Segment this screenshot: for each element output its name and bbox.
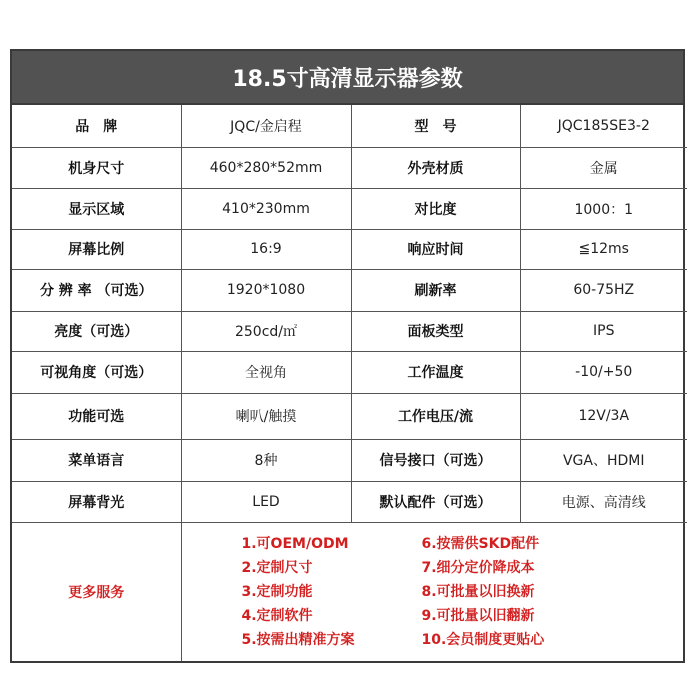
spec-value: VGA、HDMI: [520, 439, 687, 481]
spec-key: 工作电压/流: [351, 393, 520, 439]
spec-sheet: [10, 49, 685, 663]
spec-value: 1920*1080: [181, 269, 351, 311]
spec-key: 面板类型: [351, 311, 520, 351]
spec-key: 对比度: [351, 188, 520, 229]
services-label-cell: [12, 522, 181, 661]
spec-table: [12, 105, 687, 661]
spec-key: 机身尺寸: [12, 147, 181, 188]
service-item: 2.定制尺寸: [241, 559, 313, 576]
spec-key: 可视角度（可选）: [12, 351, 181, 393]
service-item: 3.定制功能: [241, 583, 313, 600]
table-row: [12, 393, 687, 439]
spec-key: 外壳材质: [351, 147, 520, 188]
service-item: 6.按需供SKD配件: [421, 535, 540, 552]
services-list: [242, 535, 688, 649]
spec-value: ≦12ms: [520, 229, 687, 269]
services-list-cell: [181, 522, 687, 661]
spec-value: 250cd/㎡: [181, 311, 351, 351]
service-item: 4.定制软件: [241, 607, 313, 624]
spec-key: 分 辨 率 （可选）: [12, 269, 181, 311]
spec-key: 显示区域: [12, 188, 181, 229]
services-row: [12, 522, 687, 661]
table-row: [12, 481, 687, 522]
spec-key: 默认配件（可选）: [351, 481, 520, 522]
spec-value: JQC185SE3-2: [520, 105, 687, 147]
table-row: [12, 105, 687, 147]
spec-value: 8种: [181, 439, 351, 481]
spec-value: 喇叭/触摸: [181, 393, 351, 439]
spec-key: 亮度（可选）: [12, 311, 181, 351]
table-row: [12, 188, 687, 229]
spec-key: 品 牌: [12, 105, 181, 147]
spec-value: 电源、高清线: [520, 481, 687, 522]
spec-value: 16:9: [181, 229, 351, 269]
spec-value: 410*230mm: [181, 188, 351, 229]
table-row: [12, 439, 687, 481]
spec-value: LED: [181, 481, 351, 522]
table-row: [12, 311, 687, 351]
table-row: [12, 147, 687, 188]
spec-value: IPS: [520, 311, 687, 351]
spec-key: 响应时间: [351, 229, 520, 269]
spec-value: 1000：1: [520, 188, 687, 229]
spec-value: 全视角: [181, 351, 351, 393]
spec-key: 型 号: [351, 105, 520, 147]
service-item: 1.可OEM/ODM: [241, 535, 349, 552]
spec-key: 功能可选: [12, 393, 181, 439]
spec-key: 屏幕比例: [12, 229, 181, 269]
services-label: 更多服务: [68, 584, 125, 601]
service-item: 7.细分定价降成本: [421, 559, 535, 576]
spec-value: 460*280*52mm: [181, 147, 351, 188]
service-item: 5.按需出精准方案: [241, 631, 355, 648]
spec-key: 信号接口（可选）: [351, 439, 520, 481]
service-item: 9.可批量以旧翻新: [421, 607, 535, 624]
spec-value: JQC/金启程: [181, 105, 351, 147]
service-item: 10.会员制度更贴心: [421, 631, 545, 648]
table-row: [12, 229, 687, 269]
table-row: [12, 269, 687, 311]
spec-key: 工作温度: [351, 351, 520, 393]
sheet-title: 18.5寸高清显示器参数: [12, 51, 683, 105]
spec-value: 金属: [520, 147, 687, 188]
service-item: 8.可批量以旧换新: [421, 583, 535, 600]
spec-value: 60-75HZ: [520, 269, 687, 311]
spec-value: 12V/3A: [520, 393, 687, 439]
spec-key: 菜单语言: [12, 439, 181, 481]
spec-value: -10/+50: [520, 351, 687, 393]
table-row: [12, 351, 687, 393]
spec-key: 屏幕背光: [12, 481, 181, 522]
spec-key: 刷新率: [351, 269, 520, 311]
